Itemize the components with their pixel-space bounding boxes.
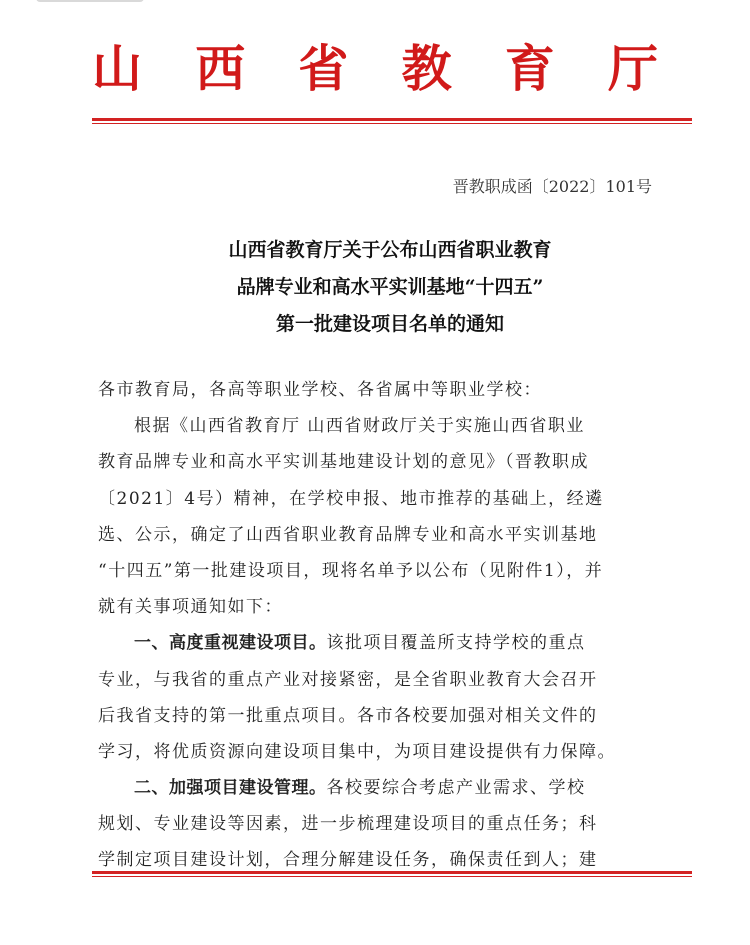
top-edge-tab bbox=[36, 0, 144, 2]
item-1-text: 该批项目覆盖所支持学校的重点 bbox=[326, 633, 586, 654]
item-2-text: 各校要综合考虑产业需求、学校 bbox=[326, 778, 586, 799]
masthead-char: 教 bbox=[401, 39, 452, 98]
title-line: 第一批建设项目名单的通知 bbox=[275, 313, 504, 335]
salutation: 各市教育局，各高等职业学校、各省属中等职业学校： bbox=[98, 380, 542, 400]
paragraph-line: 后我省支持的第一批重点项目。各市各校要加强对相关文件的 bbox=[98, 705, 598, 726]
red-rule-top-thick bbox=[92, 118, 692, 121]
masthead-char: 西 bbox=[195, 39, 246, 98]
masthead-char: 省 bbox=[298, 39, 349, 98]
document-number: 晋教职成函〔2022〕101号 bbox=[452, 177, 652, 196]
paragraph-line: 学习，将优质资源向建设项目集中，为项目建设提供有力保障。 bbox=[98, 741, 616, 762]
paragraph-line: 〔2021〕4号）精神，在学校申报、地市推荐的基础上，经遴 bbox=[98, 488, 604, 509]
paragraph-line: “十四五”第一批建设项目，现将名单予以公布（见附件1），并 bbox=[98, 560, 604, 581]
masthead-char: 育 bbox=[504, 39, 555, 98]
item-2-first-line bbox=[98, 770, 670, 806]
paragraph-line: 选、公示，确定了山西省职业教育品牌专业和高水平实训基地 bbox=[98, 524, 598, 545]
paragraph-line: 专业，与我省的重点产业对接紧密，是全省职业教育大会召开 bbox=[98, 669, 598, 690]
red-rule-bottom-thin bbox=[92, 876, 692, 877]
masthead-char: 山 bbox=[92, 39, 142, 98]
paragraph-line: 学制定项目建设计划，合理分解建设任务，确保责任到人；建 bbox=[98, 850, 598, 871]
red-rule-bottom-thick bbox=[92, 871, 692, 874]
item-1-heading: 一、高度重视建设项目。 bbox=[134, 633, 327, 654]
masthead-char: 厅 bbox=[607, 39, 658, 98]
paragraph-line: 就有关事项通知如下： bbox=[98, 597, 283, 618]
paragraph-line: 教育品牌专业和高水平实训基地建设计划的意见》（晋教职成 bbox=[98, 452, 589, 473]
item-2-heading: 二、加强项目建设管理。 bbox=[134, 778, 327, 799]
item-1-first-line bbox=[98, 625, 670, 661]
notice-title bbox=[100, 232, 680, 343]
agency-masthead bbox=[92, 38, 658, 100]
red-rule-top-thin bbox=[92, 123, 692, 124]
paragraph-line: 规划、专业建设等因素，进一步梳理建设项目的重点任务；科 bbox=[98, 814, 598, 835]
title-line: 山西省教育厅关于公布山西省职业教育 bbox=[228, 239, 552, 261]
title-line: 品牌专业和高水平实训基地“十四五” bbox=[236, 276, 544, 298]
notice-body bbox=[98, 372, 670, 879]
paragraph-line: 根据《山西省教育厅 山西省财政厅关于实施山西省职业 bbox=[134, 416, 585, 437]
